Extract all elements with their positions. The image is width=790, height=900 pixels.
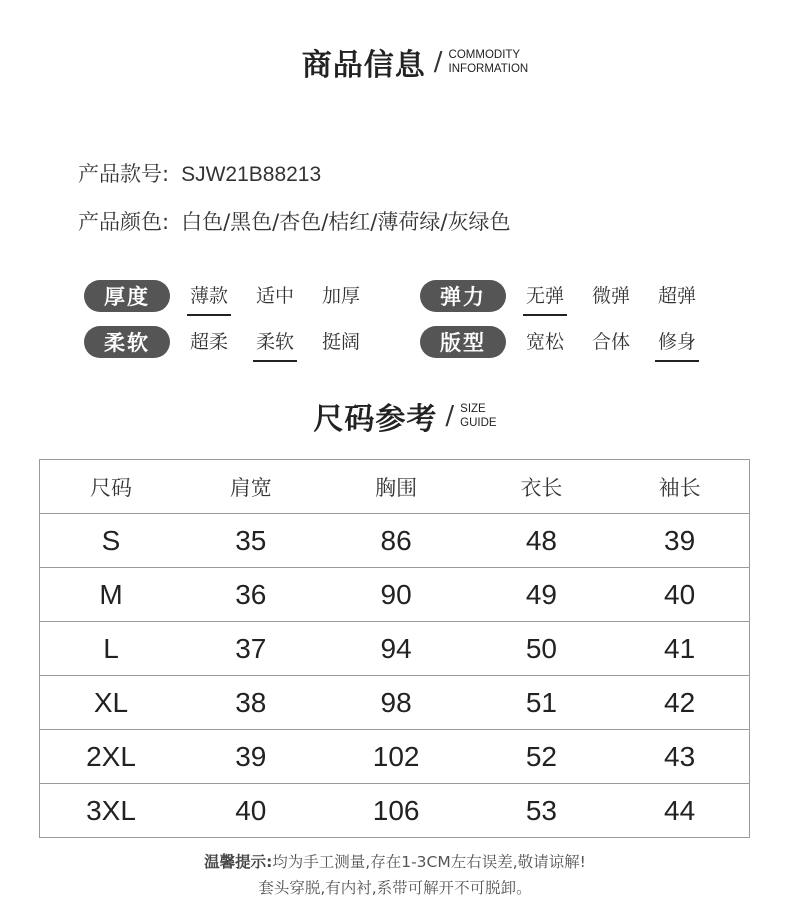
- attr-pill-fit: 版型: [420, 326, 506, 358]
- table-cell: 52: [473, 730, 611, 784]
- softness-option-soft: 柔软: [256, 327, 294, 358]
- attr-fit: [420, 326, 724, 358]
- section-title-en: [460, 402, 496, 430]
- size-table-header: [40, 460, 750, 514]
- attr-pill-softness: 柔软: [84, 326, 170, 358]
- size-guide-title: [10, 394, 790, 438]
- attr-softness: [84, 326, 388, 358]
- table-row: [40, 784, 750, 838]
- product-model-row: [78, 158, 321, 188]
- table-cell: 35: [182, 514, 320, 568]
- notice-text-2: 套头穿脱,有内衬,系带可解开不可脱卸。: [258, 879, 532, 897]
- table-row: [40, 568, 750, 622]
- attr-pill-thickness: 厚度: [84, 280, 170, 312]
- table-row: [40, 622, 750, 676]
- commodity-info-title: [20, 40, 790, 84]
- table-cell: 43: [610, 730, 749, 784]
- table-cell: 49: [473, 568, 611, 622]
- header-cell: 尺码: [90, 475, 132, 500]
- table-cell: 39: [610, 514, 749, 568]
- softness-option-stiff: 挺阔: [322, 330, 361, 353]
- table-cell: 94: [320, 622, 473, 676]
- notice-text-1: 均为手工测量,存在1-3CM左右误差,敬请谅解!: [272, 853, 586, 871]
- product-color-label: 产品颜色:: [78, 210, 170, 234]
- thickness-option-thick: 加厚: [322, 284, 361, 307]
- title-slash: /: [433, 47, 443, 77]
- table-row: [40, 676, 750, 730]
- product-color-value: 白色/黑色/杏色/桔红/薄荷绿/灰绿色: [181, 210, 511, 234]
- product-color-row: [78, 206, 510, 236]
- table-cell: 102: [320, 730, 473, 784]
- table-cell: 50: [473, 622, 611, 676]
- elasticity-option-super: 超弹: [658, 284, 697, 307]
- attr-elasticity: [420, 280, 724, 312]
- elasticity-option-slight: 微弹: [592, 284, 631, 307]
- title-slash: /: [445, 401, 455, 431]
- table-cell: M: [40, 568, 183, 622]
- section-title-cn: 商品信息: [301, 48, 426, 83]
- table-cell: 2XL: [40, 730, 183, 784]
- table-cell: 3XL: [40, 784, 183, 838]
- table-cell: 41: [610, 622, 749, 676]
- table-row: [40, 730, 750, 784]
- section-title-en-line1: SIZE: [460, 403, 486, 415]
- notice-label: 温馨提示:: [204, 853, 273, 871]
- table-cell: 90: [320, 568, 473, 622]
- table-cell: 86: [320, 514, 473, 568]
- table-cell: 39: [182, 730, 320, 784]
- thickness-option-medium: 适中: [256, 284, 295, 307]
- table-cell: S: [40, 514, 183, 568]
- thickness-option-thin: 薄款: [190, 281, 228, 312]
- section-title-cn: 尺码参考: [313, 402, 438, 437]
- table-row: [40, 514, 750, 568]
- section-title-en-line1: COMMODITY: [448, 49, 521, 61]
- table-cell: 36: [182, 568, 320, 622]
- table-cell: 40: [182, 784, 320, 838]
- table-cell: 106: [320, 784, 473, 838]
- header-cell: 袖长: [658, 475, 701, 500]
- notice-line-2: [0, 876, 790, 898]
- fit-option-loose: 宽松: [526, 330, 565, 353]
- attr-thickness: [84, 280, 388, 312]
- product-model-value: SJW21B88213: [181, 163, 322, 186]
- attr-pill-elasticity: 弹力: [420, 280, 506, 312]
- fit-option-regular: 合体: [592, 330, 631, 353]
- size-table: [39, 459, 750, 838]
- table-cell: 53: [473, 784, 611, 838]
- section-title-en-line2: GUIDE: [460, 417, 497, 429]
- table-cell: 38: [182, 676, 320, 730]
- table-cell: 44: [610, 784, 749, 838]
- table-cell: L: [40, 622, 183, 676]
- section-title-en: [449, 48, 529, 76]
- header-cell: 衣长: [520, 475, 563, 500]
- table-cell: XL: [40, 676, 183, 730]
- fit-option-slim: 修身: [658, 327, 696, 358]
- notice-line-1: [0, 850, 790, 872]
- table-cell: 42: [610, 676, 749, 730]
- product-model-label: 产品款号:: [78, 162, 170, 186]
- table-cell: 37: [182, 622, 320, 676]
- table-cell: 40: [610, 568, 749, 622]
- table-cell: 98: [320, 676, 473, 730]
- header-cell: 肩宽: [229, 475, 272, 500]
- section-title-en-line2: INFORMATION: [448, 63, 529, 75]
- elasticity-option-none: 无弹: [526, 281, 564, 312]
- softness-option-super-soft: 超柔: [190, 330, 229, 353]
- header-cell: 胸围: [375, 475, 418, 500]
- table-cell: 51: [473, 676, 611, 730]
- table-cell: 48: [473, 514, 611, 568]
